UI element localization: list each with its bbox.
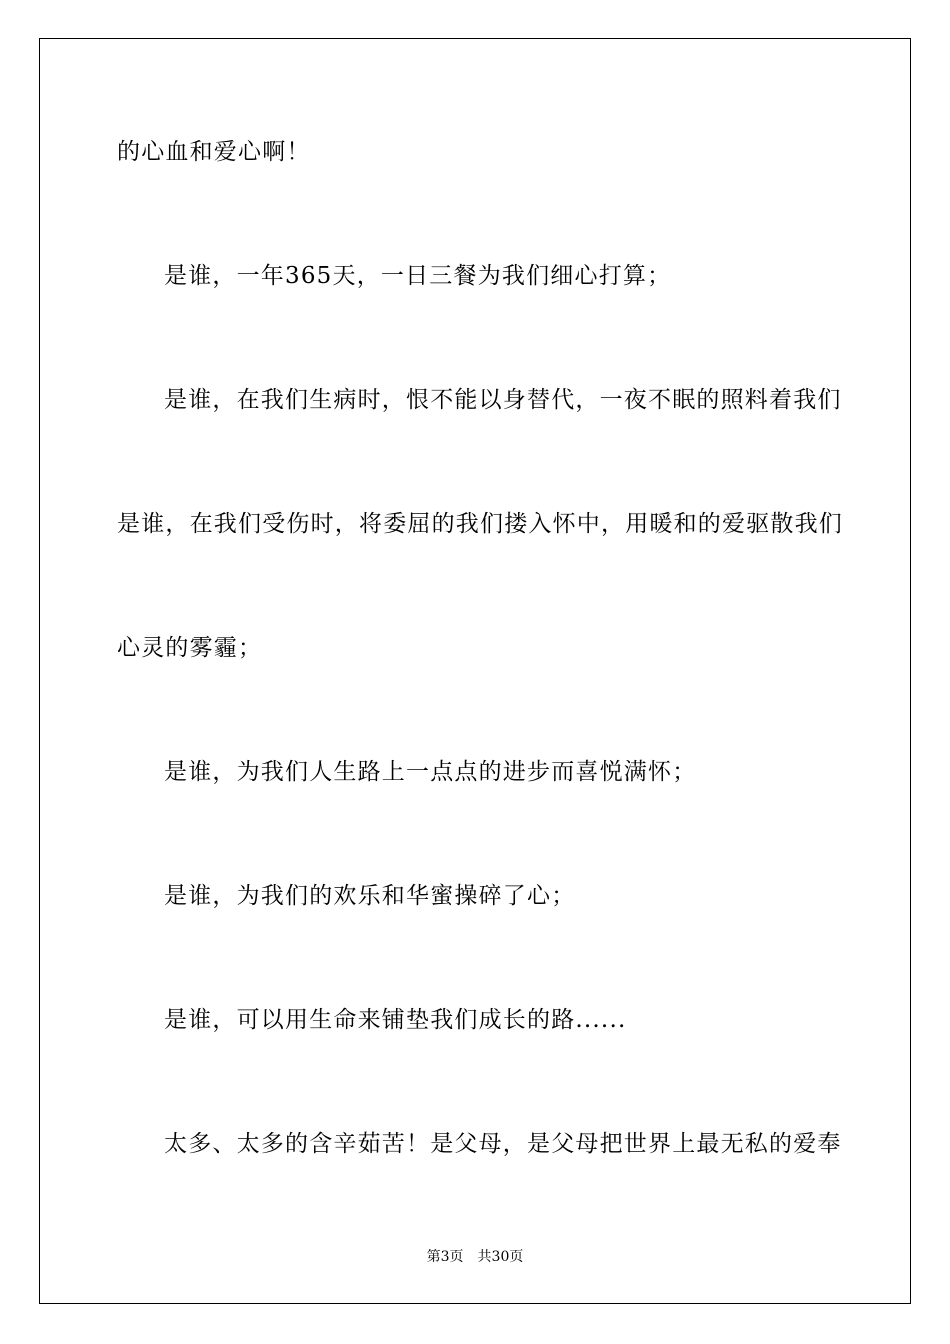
page-border	[39, 38, 911, 1304]
text-line: 是谁，为我们人生路上一点点的进步而喜悦满怀；	[164, 759, 697, 785]
page-number: 第3页	[426, 1249, 464, 1265]
text-line: 心灵的雾霾；	[117, 635, 263, 661]
text-line: 是谁，为我们的欢乐和华蜜操碎了心；	[164, 883, 576, 909]
text-line: 太多、太多的含辛茹苦！是父母，是父母把世界上最无私的爱奉	[164, 1131, 842, 1157]
page-total: 共30页	[477, 1249, 524, 1265]
text-line: 是谁，在我们生病时，恨不能以身替代，一夜不眠的照料着我们	[164, 387, 842, 413]
text-line: 的心血和爱心啊！	[117, 139, 311, 165]
text-line: 是谁，一年365天，一日三餐为我们细心打算；	[164, 263, 672, 289]
page-footer	[0, 1247, 950, 1267]
text-line: 是谁，在我们受伤时，将委屈的我们搂入怀中，用暖和的爱驱散我们	[117, 511, 843, 537]
text-line: 是谁，可以用生命来铺垫我们成长的路......	[164, 1007, 627, 1033]
